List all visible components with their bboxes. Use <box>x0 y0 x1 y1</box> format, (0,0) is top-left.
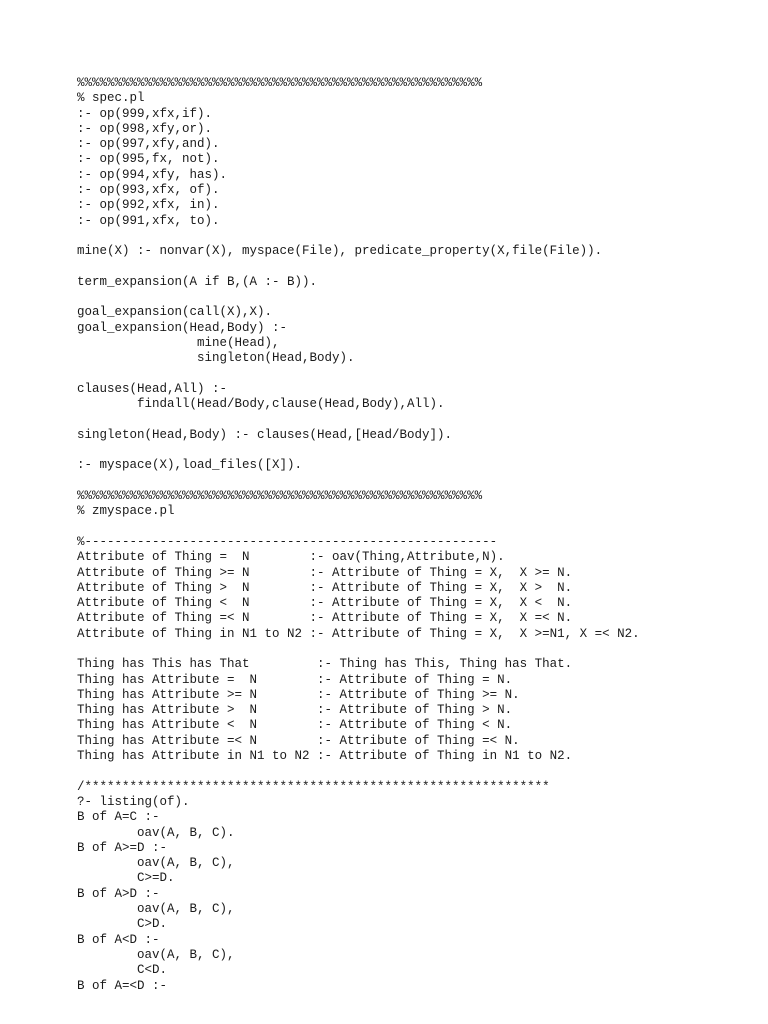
code-line: Attribute of Thing > N :- Attribute of Thing = X, X > N. <box>77 580 573 595</box>
code-line: C>D. <box>77 917 168 932</box>
code-line: singleton(Head,Body). <box>77 351 355 366</box>
blank-line <box>77 260 640 275</box>
code-line: Thing has Attribute =< N :- Attribute of Thing =< N. <box>77 733 520 748</box>
code-line: Thing has Attribute > N :- Attribute of Thing > N. <box>77 703 513 718</box>
code-line: findall(Head/Body,clause(Head,Body),All). <box>77 397 445 412</box>
code-line: clauses(Head,All) :- <box>77 381 228 396</box>
code-line: % spec.pl <box>77 91 145 106</box>
code-line: B of A<D :- <box>77 932 160 947</box>
code-line: :- op(997,xfy,and). <box>77 137 220 152</box>
code-line: :- myspace(X),load_files([X]). <box>77 458 303 473</box>
code-line: Thing has Attribute = N :- Attribute of Thing = N. <box>77 672 513 687</box>
code-line: Thing has Attribute < N :- Attribute of Thing < N. <box>77 718 513 733</box>
code-line: C>=D. <box>77 871 175 886</box>
code-line: B of A>=D :- <box>77 840 168 855</box>
code-line: Attribute of Thing =< N :- Attribute of Thing = X, X =< N. <box>77 611 573 626</box>
code-line: C<D. <box>77 963 168 978</box>
blank-line <box>77 290 640 305</box>
blank-line <box>77 229 640 244</box>
code-line: singleton(Head,Body) :- clauses(Head,[Head/Body]). <box>77 427 453 442</box>
code-line: B of A=C :- <box>77 810 160 825</box>
code-line: oav(A, B, C), <box>77 856 235 871</box>
code-line: % zmyspace.pl <box>77 504 175 519</box>
code-line: Thing has This has That :- Thing has This, Thing has That. <box>77 657 573 672</box>
code-line: B of A=<D :- <box>77 978 168 993</box>
blank-line <box>77 474 640 489</box>
blank-line <box>77 367 640 382</box>
code-line: Thing has Attribute in N1 to N2 :- Attribute of Thing in N1 to N2. <box>77 749 573 764</box>
code-line: /************************************************************** <box>77 779 550 794</box>
code-line: oav(A, B, C), <box>77 902 235 917</box>
code-line: :- op(991,xfx, to). <box>77 213 220 228</box>
blank-line <box>77 443 640 458</box>
code-line: Attribute of Thing >= N :- Attribute of Thing = X, X >= N. <box>77 565 573 580</box>
code-line: mine(Head), <box>77 336 280 351</box>
code-line: Thing has Attribute >= N :- Attribute of Thing >= N. <box>77 687 520 702</box>
code-line: B of A>D :- <box>77 886 160 901</box>
blank-line <box>77 413 640 428</box>
code-line: ?- listing(of). <box>77 794 190 809</box>
code-line: goal_expansion(call(X),X). <box>77 305 273 320</box>
code-line: term_expansion(A if B,(A :- B)). <box>77 274 318 289</box>
code-line: oav(A, B, C). <box>77 825 235 840</box>
code-line: :- op(995,fx, not). <box>77 152 220 167</box>
code-line: Attribute of Thing < N :- Attribute of Thing = X, X < N. <box>77 596 573 611</box>
code-line: Attribute of Thing in N1 to N2 :- Attribute of Thing = X, X >=N1, X =< N2. <box>77 626 640 641</box>
code-line: :- op(994,xfy, has). <box>77 167 228 182</box>
code-line: %%%%%%%%%%%%%%%%%%%%%%%%%%%%%%%%%%%%%%%%%%%%%%%%%%%%%% <box>77 489 483 504</box>
blank-line <box>77 764 640 779</box>
code-line: Attribute of Thing = N :- oav(Thing,Attribute,N). <box>77 550 505 565</box>
code-line: :- op(993,xfx, of). <box>77 183 220 198</box>
code-line: mine(X) :- nonvar(X), myspace(File), predicate_property(X,file(File)). <box>77 244 603 259</box>
code-line: :- op(992,xfx, in). <box>77 198 220 213</box>
blank-line <box>77 642 640 657</box>
code-line: goal_expansion(Head,Body) :- <box>77 320 288 335</box>
code-listing <box>77 76 640 994</box>
blank-line <box>77 520 640 535</box>
code-line: :- op(999,xfx,if). <box>77 106 213 121</box>
code-line: %------------------------------------------------------- <box>77 534 498 549</box>
code-line: oav(A, B, C), <box>77 947 235 962</box>
code-line: %%%%%%%%%%%%%%%%%%%%%%%%%%%%%%%%%%%%%%%%%%%%%%%%%%%%%% <box>77 76 483 90</box>
code-line: :- op(998,xfy,or). <box>77 121 213 136</box>
